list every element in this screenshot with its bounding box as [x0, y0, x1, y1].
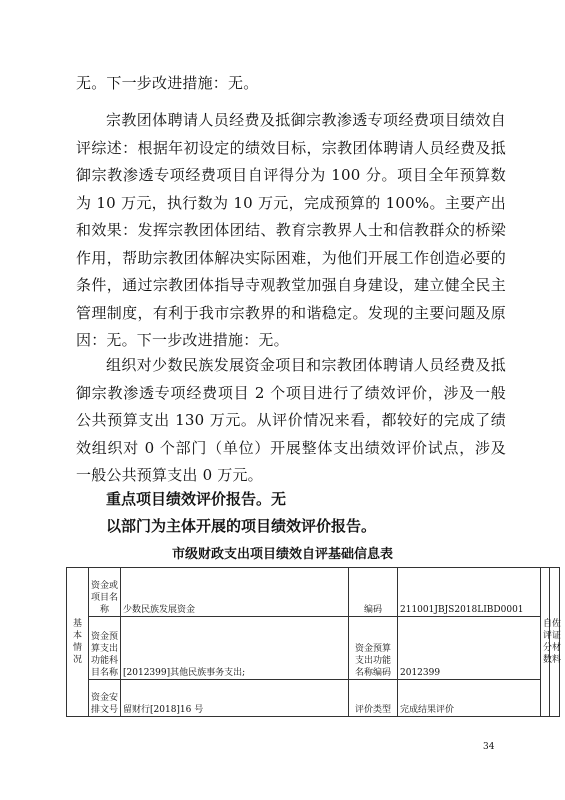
row-label-cell: 资金预算支出功能科目名称: [89, 617, 121, 680]
row-value-cell: 少数民族发展资金: [121, 568, 349, 617]
table-row: [67, 680, 560, 717]
table-row: [67, 617, 560, 680]
table-row: [67, 568, 560, 617]
row-label-cell: 资金安排文号: [89, 680, 121, 717]
paragraph-2: 宗教团体聘请人员经费及抵御宗教渗透专项经费项目绩效自评综述：根据年初设定的绩效目标，宗教团体聘请人员经费及抵御宗教渗透专项经费项目自评得分为 100 分。项目全年预算数为 10 万元，执行数为 10 万元，完成预算的 100%。主要产出和效果：发挥宗教团体团结、教育宗教界人士和信教群众的桥梁作用，帮助宗教团体解决实际困难，为他们开展工作创造必要的条件，通过宗教团体指导寺观教堂加强自身建设，建立健全民主管理制度，有利于我市宗教界的和谐稳定。发现的主要问题及原因：无。下一步改进措施：无。: [76, 111, 506, 349]
row-value2-cell: 211001JBJS2018LIBD0001: [398, 568, 541, 617]
paragraph-1: 无。下一步改进措施：无。: [76, 74, 259, 92]
row-value-cell: 留财行[2018]16 号: [121, 680, 349, 717]
row-value-cell: [2012399]其他民族事务支出;: [121, 617, 349, 680]
page-number: 34: [483, 742, 495, 752]
paragraph-3: 组织对少数民族发展资金项目和宗教团体聘请人员经费及抵御宗教渗透专项经费项目 2 个项目进行了绩效评价，涉及一般公共预算支出 130 万元。从评价情况来看，都较好的完成了绩效组织对 0 个部门（单位）开展整体支出绩效评价试点，涉及一般公共预算支出 0 万元。: [76, 356, 506, 484]
heading-key-projects: 重点项目绩效评价报告。无: [106, 490, 287, 508]
row-value2-cell: 2012399: [398, 617, 541, 680]
self-score-cell: 自评分数: [541, 568, 550, 717]
row-label2-cell: 编码: [349, 568, 398, 617]
table-title: 市级财政支出项目绩效自评基础信息表: [171, 547, 393, 562]
row-label-cell: 资金或项目名称: [89, 568, 121, 617]
evidence-material-cell: 佐证材料: [550, 568, 560, 717]
row-label2-cell: 资金预算支出功能名称编码: [349, 617, 398, 680]
heading-dept-projects: 以部门为主体开展的项目绩效评价报告。: [106, 517, 377, 535]
basic-info-table: [66, 567, 560, 717]
row-value2-cell: 完成结果评价: [398, 680, 541, 717]
section-label-cell: 基本情况: [67, 568, 89, 717]
row-label2-cell: 评价类型: [349, 680, 398, 717]
